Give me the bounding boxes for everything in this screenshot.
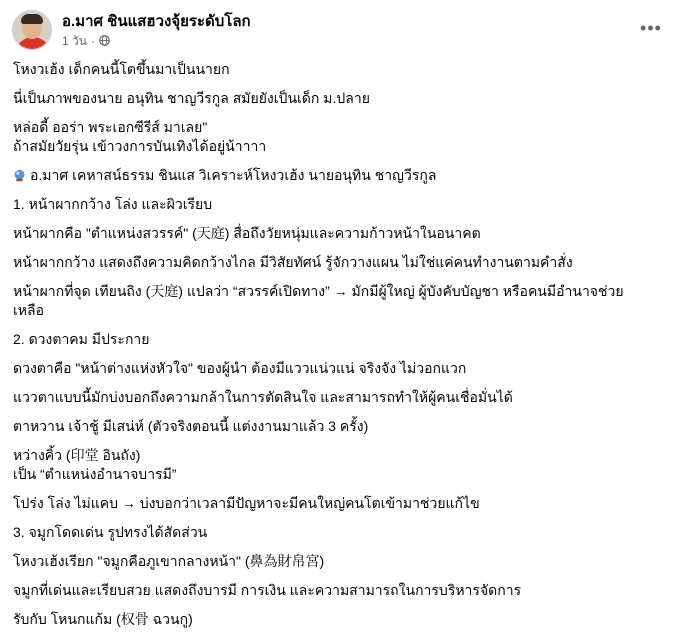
post-paragraph xyxy=(13,166,665,185)
post-paragraph xyxy=(13,89,665,108)
globe-icon[interactable] xyxy=(99,35,110,46)
author-avatar[interactable] xyxy=(12,10,52,50)
post-line xyxy=(13,282,665,301)
post-line-text: รับกับ โหนกแก้ม (权骨 ฉวนกู) xyxy=(13,611,193,627)
post-line xyxy=(13,417,665,436)
post-paragraph xyxy=(13,417,665,436)
post-line xyxy=(13,523,665,542)
post-line xyxy=(13,359,665,378)
post-paragraph xyxy=(13,610,665,629)
post-header xyxy=(12,10,251,50)
post-line-text: นี่เป็นภาพของนาย อนุทิน ชาญวีรกูล สมัยยังเป็นเด็ก ม.ปลาย xyxy=(13,90,370,106)
post-paragraph xyxy=(13,60,665,79)
meta-separator: · xyxy=(90,33,95,48)
post-line-text: โปร่ง โล่ง ไม่แคบ → บ่งบอกว่าเวลามีปัญหาจะมีคนใหญ่คนโตเข้ามาช่วยแก้ไข xyxy=(13,495,480,511)
post-paragraph xyxy=(13,253,665,272)
post-line xyxy=(13,330,665,349)
post-line-text: หน้าผากที่จุด เทียนถิง (天庭) แปลว่า “สวรรค์เปิดทาง” → มักมีผู้ใหญ่ ผู้บังคับบัญชา หรือคนมีอำนาจช่วย xyxy=(13,283,624,299)
post-paragraph xyxy=(13,552,665,571)
post-line xyxy=(13,60,665,79)
post-line-text: เป็น “ตำแหน่งอำนาจบารมี” xyxy=(13,466,177,482)
post-paragraph xyxy=(13,118,665,156)
post-paragraph xyxy=(13,330,665,349)
more-options-icon[interactable] xyxy=(637,14,665,42)
post-paragraph xyxy=(13,581,665,600)
post-line xyxy=(13,465,665,484)
post-line xyxy=(13,552,665,571)
post-paragraph xyxy=(13,195,665,214)
post-line-text: หว่างคิ้ว (印堂 อินถัง) xyxy=(13,447,141,463)
post-line xyxy=(13,388,665,407)
post-line xyxy=(13,224,665,243)
post-paragraph xyxy=(13,359,665,378)
post-line xyxy=(13,581,665,600)
post-line xyxy=(13,494,665,513)
post-line-text: หน้าผากกว้าง แสดงถึงความคิดกว้างไกล มีวิสัยทัศน์ รู้จักวางแผน ไม่ใช่แค่คนทำงานตามคำสั่ง xyxy=(13,254,573,270)
post-subline xyxy=(62,33,251,49)
post-line-text: เหลือ xyxy=(13,302,45,318)
post-line xyxy=(13,166,665,185)
post-time[interactable]: 1 วัน xyxy=(62,33,87,48)
post-line-text: อ.มาศ เคหาสน์ธรรม ชินแส วิเคราะห์โหงวเฮ้ง นายอนุทิน ชาญวีรกูล xyxy=(30,167,437,183)
post-line-text: 2. ดวงตาคม มีประกาย xyxy=(13,331,150,347)
post-line-text: ตาหวาน เจ้าชู้ มีเสน่ห์ (ตัวจริงตอนนี้ แต่งงานมาแล้ว 3 ครั้ง) xyxy=(13,418,369,434)
post-line xyxy=(13,446,665,465)
post-line xyxy=(13,301,665,320)
post-line-text: หล่อดี้ ออร่า พระเอกซีรีส์ มาเลย" xyxy=(13,119,208,135)
author-name[interactable]: อ.มาศ ชินแสฮวงจุ้ยระดับโลก xyxy=(62,12,251,30)
post-line-text: โหงวเฮ้งเรียก "จมูกคือภูเขากลางหน้า" (鼻為財帛宮) xyxy=(13,553,325,569)
post-line-text: 3. จมูกโดดเด่น รูปทรงได้สัดส่วน xyxy=(13,524,208,540)
post-paragraph xyxy=(13,523,665,542)
more-options-label: ••• xyxy=(640,18,662,38)
post-paragraph xyxy=(13,446,665,484)
post-line-text: ถ้าสมัยวัยรุ่น เข้าวงการบันเทิงได้อยู่น้าาาา xyxy=(13,138,267,154)
post-paragraph xyxy=(13,282,665,320)
post-line xyxy=(13,610,665,629)
post-line-text: จมูกที่เด่นและเรียบสวย แสดงถึงบารมี การเงิน และความสามารถในการบริหารจัดการ xyxy=(13,582,522,598)
post-line-text: ดวงตาคือ "หน้าต่างแห่งหัวใจ" ของผู้นำ ต้องมีแววแน่วแน่ จริงจัง ไม่วอกแวก xyxy=(13,360,467,376)
post-line xyxy=(13,195,665,214)
post-paragraph xyxy=(13,494,665,513)
avatar-hair xyxy=(21,14,43,24)
post-text xyxy=(13,60,665,639)
post-line-text: หน้าผากคือ "ตำแหน่งสวรรค์" (天庭) สื่อถึงวัยหนุ่มและความก้าวหน้าในอนาคต xyxy=(13,225,481,241)
post-line xyxy=(13,253,665,272)
post-paragraph xyxy=(13,388,665,407)
post-line xyxy=(13,89,665,108)
post-line-text: แววตาแบบนี้มักบ่งบอกถึงความกล้าในการตัดสินใจ และสามารถทำให้ผู้คนเชื่อมั่นได้ xyxy=(13,389,513,405)
crystal-ball-icon xyxy=(13,169,26,182)
post-paragraph xyxy=(13,224,665,243)
post-line xyxy=(13,118,665,137)
post-line-text: 1. หน้าผากกว้าง โล่ง และผิวเรียบ xyxy=(13,196,213,212)
post-line-text: โหงวเฮ้ง เด็กคนนี้โตขึ้นมาเป็นนายก xyxy=(13,61,230,77)
post-meta xyxy=(62,12,251,49)
post-line xyxy=(13,137,665,156)
